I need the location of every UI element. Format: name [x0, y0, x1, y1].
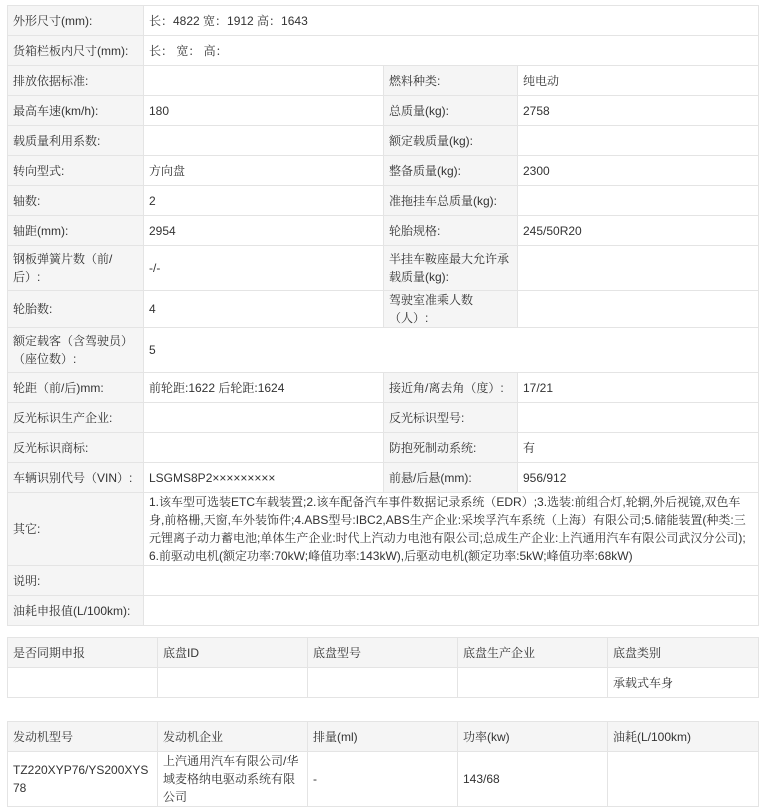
spec-row	[8, 126, 759, 156]
spec-value-vin: LSGMS8P2×××××××××	[144, 463, 384, 493]
spec-label: 轴距(mm):	[8, 216, 144, 246]
chassis-cell	[308, 668, 458, 698]
spec-row	[8, 433, 759, 463]
vehicle-parameters-table	[7, 5, 759, 626]
spec-value	[144, 126, 384, 156]
spec-label: 油耗申报值(L/100km):	[8, 596, 144, 626]
spec-value: 180	[144, 96, 384, 126]
chassis-cell: 承载式车身	[608, 668, 759, 698]
spec-label: 说明:	[8, 566, 144, 596]
chassis-data-row	[8, 668, 759, 698]
spec-label: 转向型式:	[8, 156, 144, 186]
spec-label: 额定载客（含驾驶员）（座位数）:	[8, 328, 144, 373]
spec-value	[518, 403, 759, 433]
spec-label: 反光标识商标:	[8, 433, 144, 463]
spec-row-dimensions	[8, 6, 759, 36]
spec-row	[8, 373, 759, 403]
spec-label: 货箱栏板内尺寸(mm):	[8, 36, 144, 66]
spec-value	[518, 246, 759, 291]
spec-row	[8, 96, 759, 126]
spec-value: 2758	[518, 96, 759, 126]
spec-row	[8, 291, 759, 328]
spec-row-fuel	[8, 596, 759, 626]
chassis-cell	[458, 668, 608, 698]
spec-label: 额定载质量(kg):	[384, 126, 518, 156]
engine-header-row	[8, 722, 759, 752]
spec-label: 前悬/后悬(mm):	[384, 463, 518, 493]
spec-value-other-notes: 1.该车型可选装ETC车载装置;2.该车配备汽车事件数据记录系统（EDR）;3.选装:前组合灯,轮辋,外后视镜,双色车身,前格栅,天窗,车外装饰件;4.ABS型号:IBC2,ABS生产企业:采埃孚汽车系统（上海）有限公司;5.储能装置(种类:三元锂离子动力蓄电池;单体生产企业:时代上汽动力电池有限公司;总成生产企业:上汽通用汽车有限公司武汉分公司);6.前驱动电机(额定功率:70kW;峰值功率:143kW),后驱动电机(额定功率:5kW;峰值功率:68kW)	[144, 493, 759, 566]
spec-label: 轮胎规格:	[384, 216, 518, 246]
spec-value	[518, 126, 759, 156]
spec-label: 反光标识生产企业:	[8, 403, 144, 433]
chassis-header-cell: 底盘类别	[608, 638, 759, 668]
chassis-cell	[8, 668, 158, 698]
engine-cell	[608, 752, 759, 807]
spec-label: 准拖挂车总质量(kg):	[384, 186, 518, 216]
spec-row	[8, 186, 759, 216]
spec-label: 最高车速(km/h):	[8, 96, 144, 126]
spec-value	[144, 596, 759, 626]
spec-label: 轮距（前/后)mm:	[8, 373, 144, 403]
spec-row-seats	[8, 328, 759, 373]
spec-row	[8, 463, 759, 493]
chassis-header-cell: 底盘型号	[308, 638, 458, 668]
spec-value: 2300	[518, 156, 759, 186]
engine-cell: 143/68	[458, 752, 608, 807]
spec-label: 载质量利用系数:	[8, 126, 144, 156]
spec-value: 长： 宽： 高：	[144, 36, 759, 66]
engine-header-cell: 油耗(L/100km)	[608, 722, 759, 752]
spec-value	[518, 186, 759, 216]
spec-label: 轴数:	[8, 186, 144, 216]
spec-label: 总质量(kg):	[384, 96, 518, 126]
spec-value: 纯电动	[518, 66, 759, 96]
spec-label: 驾驶室准乘人数（人）:	[384, 291, 518, 328]
spec-label: 防抱死制动系统:	[384, 433, 518, 463]
spec-label: 半挂车鞍座最大允许承载质量(kg):	[384, 246, 518, 291]
spec-row	[8, 66, 759, 96]
engine-header-cell: 排量(ml)	[308, 722, 458, 752]
chassis-header-cell: 是否同期申报	[8, 638, 158, 668]
chassis-cell	[158, 668, 308, 698]
spec-row-cargo-box	[8, 36, 759, 66]
engine-cell: 上汽通用汽车有限公司/华域麦格纳电驱动系统有限公司	[158, 752, 308, 807]
spec-label: 燃料种类:	[384, 66, 518, 96]
spec-value: 方向盘	[144, 156, 384, 186]
spec-row-remarks	[8, 566, 759, 596]
engine-header-cell: 发动机企业	[158, 722, 308, 752]
engine-header-cell: 功率(kw)	[458, 722, 608, 752]
spec-value: 2954	[144, 216, 384, 246]
spec-label: 反光标识型号:	[384, 403, 518, 433]
spec-value	[144, 66, 384, 96]
chassis-table	[7, 637, 759, 698]
spec-row	[8, 246, 759, 291]
engine-cell: TZ220XYP76/YS200XYS78	[8, 752, 158, 807]
engine-cell: -	[308, 752, 458, 807]
engine-table	[7, 721, 759, 807]
spec-row-other	[8, 493, 759, 566]
spec-label: 外形尺寸(mm):	[8, 6, 144, 36]
spec-label: 车辆识别代号（VIN）:	[8, 463, 144, 493]
spec-value	[144, 433, 384, 463]
spec-row	[8, 403, 759, 433]
spec-value: 245/50R20	[518, 216, 759, 246]
spec-value	[144, 566, 759, 596]
spec-value: 4	[144, 291, 384, 328]
chassis-header-row	[8, 638, 759, 668]
spec-label: 其它:	[8, 493, 144, 566]
spec-value: 2	[144, 186, 384, 216]
spec-value: 17/21	[518, 373, 759, 403]
spec-label: 排放依据标准:	[8, 66, 144, 96]
spec-value	[144, 403, 384, 433]
spec-value	[518, 291, 759, 328]
spec-value: 长：4822 宽：1912 高：1643	[144, 6, 759, 36]
spec-row	[8, 156, 759, 186]
engine-data-row	[8, 752, 759, 807]
spec-label: 整备质量(kg):	[384, 156, 518, 186]
engine-header-cell: 发动机型号	[8, 722, 158, 752]
spec-row	[8, 216, 759, 246]
chassis-header-cell: 底盘生产企业	[458, 638, 608, 668]
spec-value: 5	[144, 328, 759, 373]
spec-label: 轮胎数:	[8, 291, 144, 328]
spec-value: -/-	[144, 246, 384, 291]
chassis-header-cell: 底盘ID	[158, 638, 308, 668]
spec-label: 接近角/离去角（度）:	[384, 373, 518, 403]
spec-value: 956/912	[518, 463, 759, 493]
spec-value: 有	[518, 433, 759, 463]
spec-label: 钢板弹簧片数（前/后）:	[8, 246, 144, 291]
spec-value: 前轮距:1622 后轮距:1624	[144, 373, 384, 403]
